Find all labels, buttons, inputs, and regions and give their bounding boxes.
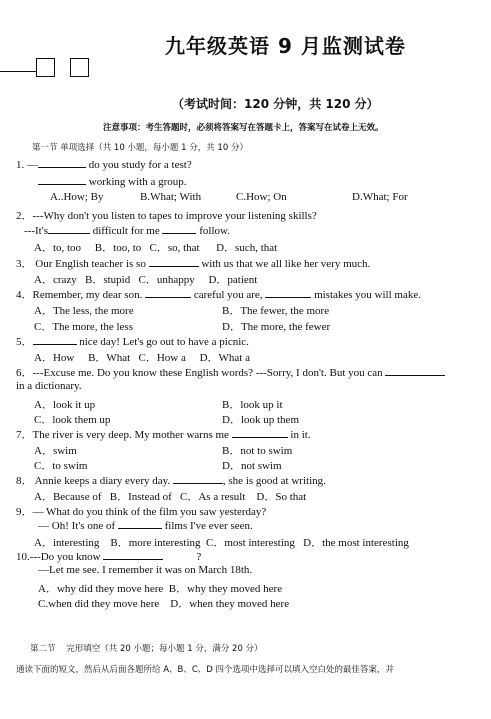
q6-option-d: D．look up them <box>222 414 299 426</box>
q9-text-b: films I've ever seen. <box>161 520 253 532</box>
q6-option-b: B．look up it <box>222 399 283 411</box>
q1-dash: — <box>27 159 38 171</box>
q10-line1 <box>16 549 201 563</box>
q4-text-a: 4．Remember, my dear son. <box>16 289 143 301</box>
q10-blank <box>103 549 163 560</box>
q1-option-b: B.What; With <box>140 191 202 203</box>
name-line <box>0 71 36 72</box>
q8-text-b: , she is good at writing. <box>222 475 326 487</box>
exam-title: 九年级英语 9 月监测试卷 <box>165 34 406 58</box>
q7-option-a: A．swim <box>34 445 77 457</box>
q1-line1 <box>16 157 192 171</box>
exam-time: （考试时间：120 分钟，共 120 分） <box>172 97 379 111</box>
q8-options: A．Because of B．Instead of C．As a result D．So that <box>34 491 307 503</box>
q5-number: 5． <box>16 336 33 348</box>
q6-blank <box>385 365 445 376</box>
q10-text-b: ? <box>196 551 202 563</box>
q1-text: do you study for a test? <box>86 159 192 171</box>
q1-line2 <box>38 174 187 188</box>
q2-blank2 <box>162 223 196 234</box>
q10-text-a: 10.---Do you know <box>16 551 101 563</box>
q1-number: 1. <box>16 159 25 171</box>
q6-line1 <box>16 364 445 380</box>
q6-text: 6．---Excuse me. Do you know these English words? ---Sorry, I don't. But you can <box>16 367 383 379</box>
q3-options: A．crazy B．stupid C．unhappy D．patient <box>34 274 258 286</box>
q1-option-d: D.What; For <box>352 191 408 203</box>
q2-text-b: difficult for me <box>89 225 160 237</box>
q2-line1: 2．---Why don't you listen to tapes to improve your listening skills? <box>16 210 317 222</box>
q2-options: A．to, too B．too, to C．so, that D．such, that <box>34 242 278 254</box>
q9-options: A．interesting B．more interesting C．most interesting D．the most interesting <box>34 537 409 549</box>
q4-line1 <box>16 286 421 302</box>
q4-option-b: B．The fewer, the more <box>222 305 330 317</box>
q7-option-c: C．to swim <box>34 460 88 472</box>
section2-heading: 第二节 完形填空（共 20 小题；每小题 1 分，满分 20 分） <box>30 644 263 654</box>
q10-line2: —Let me see. I remember it was on March 18th. <box>38 564 253 576</box>
q9-line1: 9．— What do you think of the film you saw yesterday? <box>16 506 267 518</box>
q3-text-a: 3． Our English teacher is so <box>16 258 146 270</box>
q9-line2 <box>38 518 253 532</box>
q3-blank <box>149 256 199 267</box>
section2-intro: 通读下面的短文，然后从后面各题所给 A、B、C、D 四个选项中选择可以填入空白处的最佳答案，并 <box>16 665 395 675</box>
q4-option-c: C．The more, the less <box>34 321 133 333</box>
q1-text2: working with a group. <box>86 176 187 188</box>
checkbox-2 <box>70 58 89 77</box>
q4-blank2 <box>265 287 311 298</box>
q7-option-d: D．not swim <box>222 460 282 472</box>
q4-text-c: mistakes you will make. <box>311 289 421 301</box>
q3-line1 <box>16 255 370 271</box>
q2-text-c: follow. <box>196 225 230 237</box>
q9-text-a: — Oh! It's one of <box>38 520 116 532</box>
q7-text-a: 7．The river is very deep. My mother warns me <box>16 429 229 441</box>
q2-text-a: ---It's <box>24 225 48 237</box>
exam-notice: 注意事项：考生答题时，必须将答案写在答题卡上，答案写在试卷上无效。 <box>103 123 384 133</box>
q9-blank <box>118 518 162 529</box>
q7-option-b: B．not to swim <box>222 445 293 457</box>
q10-options-ab: A．why did they move here B．why they moved here <box>38 583 283 595</box>
q4-text-b: careful you are, <box>191 289 263 301</box>
q8-line1 <box>16 472 326 488</box>
q8-text-a: 8． Annie keeps a diary every day. <box>16 475 171 487</box>
q5-blank <box>33 334 77 345</box>
q3-text-b: with us that we all like her very much. <box>198 258 371 270</box>
q4-option-d: D．The more, the fewer <box>222 321 331 333</box>
q1-option-a: A..How; By <box>50 191 104 203</box>
q6-option-a: A．look it up <box>34 399 96 411</box>
q7-text-b: in it. <box>287 429 311 441</box>
q6-option-c: C．look them up <box>34 414 111 426</box>
q2-line2 <box>24 223 230 237</box>
q10-options-cd: C.when did they move here D．when they moved here <box>38 598 290 610</box>
section1-heading: 第一节 单项选择（共 10 小题，每小题 1 分，共 10 分） <box>32 143 248 153</box>
q5-line1 <box>16 333 249 349</box>
q1-option-c: C.How; On <box>236 191 287 203</box>
q8-blank <box>173 473 223 484</box>
q4-blank1 <box>145 287 191 298</box>
q1-blank2 <box>38 174 86 185</box>
q6-line2: in a dictionary. <box>16 380 82 392</box>
q1-blank1 <box>38 157 86 168</box>
q4-option-a: A．The less, the more <box>34 305 134 317</box>
q2-blank1 <box>48 223 90 234</box>
q5-options: A．How B．What C．How a D．What a <box>34 352 250 364</box>
q5-text: nice day! Let's go out to have a picnic. <box>76 336 249 348</box>
q7-line1 <box>16 426 311 442</box>
q7-blank <box>232 427 288 438</box>
checkbox-1 <box>36 58 55 77</box>
